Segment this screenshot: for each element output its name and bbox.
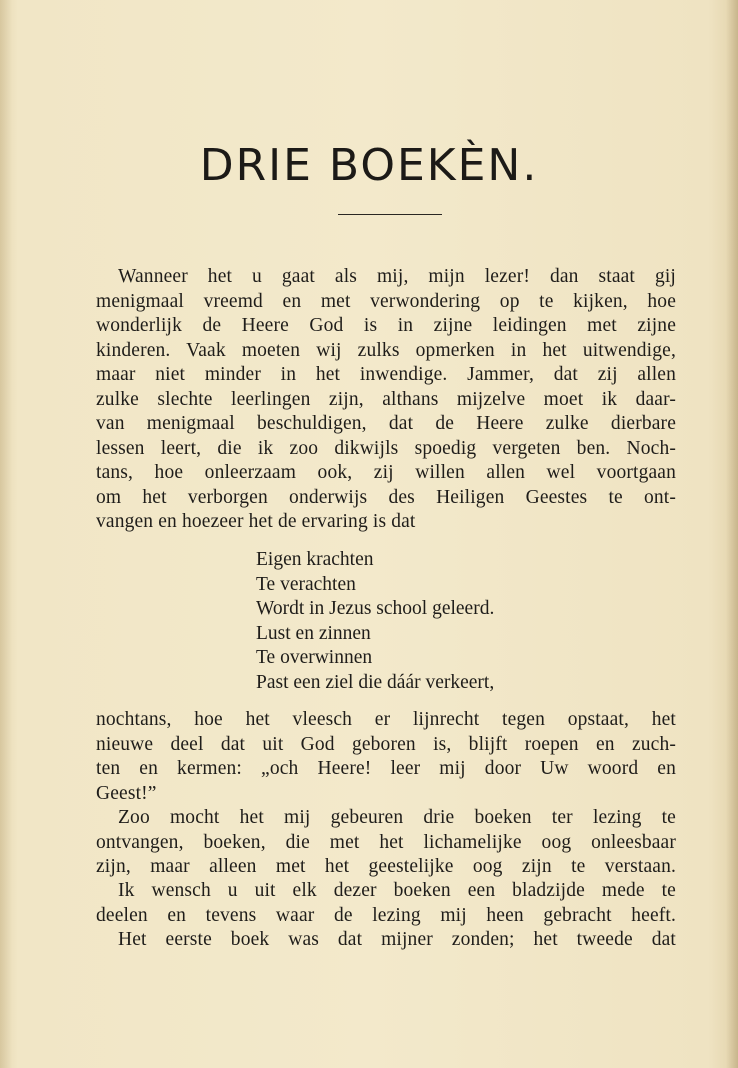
- paragraph-1: [96, 265, 676, 535]
- text-line: zulke slechte leerlingen zijn, althans mijzelve moet ik daar-: [96, 388, 676, 410]
- text-line: Zoo mocht het mij gebeuren drie boeken ter lezing te: [118, 807, 676, 828]
- title-divider: [338, 214, 442, 215]
- paragraph-2: [96, 708, 676, 806]
- text-line: nieuwe deel dat uit God geboren is, blijft roepen en zuch-: [96, 733, 676, 755]
- text-line: om het verborgen onderwijs des Heiligen Geestes te ont-: [96, 486, 676, 508]
- paragraph-5: [96, 928, 676, 953]
- text-line: nochtans, hoe het vleesch er lijnrecht tegen opstaat, het: [96, 709, 676, 730]
- poem-line: Lust en zinnen: [256, 622, 371, 644]
- text-line: van menigmaal beschuldigen, dat de Heere zulke dierbare: [96, 413, 676, 434]
- text-line: ten en kermen: „och Heere! leer mij door Uw woord en: [96, 758, 676, 779]
- chapter-title: DRIE BOEKÈN.: [199, 140, 539, 191]
- poem-line: Past een ziel die dáár verkeert,: [256, 671, 495, 693]
- text-line: zijn, maar alleen met het geestelijke oog zijn te verstaan.: [96, 856, 676, 877]
- text-line: vangen en hoezeer het de ervaring is dat: [96, 511, 416, 532]
- poem-line: Te overwinnen: [256, 647, 373, 668]
- poem-stanza: [256, 548, 494, 695]
- poem-line: Wordt in Jezus school geleerd.: [256, 598, 495, 619]
- text-line: Het eerste boek was dat mijner zonden; het tweede dat: [118, 929, 676, 950]
- text-line: ontvangen, boeken, die met het lichamelijke oog onleesbaar: [96, 831, 676, 853]
- poem-line: Te verachten: [256, 573, 356, 595]
- text-line: maar niet minder in het inwendige. Jammer, dat zij allen: [96, 364, 676, 385]
- text-line: menigmaal vreemd en met verwondering op te kijken, hoe: [96, 290, 676, 312]
- text-line: deelen en tevens waar de lezing mij heen gebracht heeft.: [96, 904, 676, 926]
- text-line: kinderen. Vaak moeten wij zulks opmerken in het uitwendige,: [96, 339, 676, 361]
- text-line: tans, hoe onleerzaam ook, zij willen allen wel voortgaan: [96, 462, 676, 483]
- text-line: wonderlijk de Heere God is in zijne leidingen met zijne: [96, 315, 676, 336]
- text-line: Geest!”: [96, 782, 157, 804]
- text-line: lessen leert, die ik zoo dikwijls spoedig vergeten ben. Noch-: [96, 437, 676, 459]
- paragraph-3: [96, 806, 676, 880]
- paragraph-4: [96, 879, 676, 928]
- text-line: Ik wensch u uit elk dezer boeken een bladzijde mede te: [118, 880, 676, 901]
- text-line: Wanneer het u gaat als mij, mijn lezer! dan staat gij: [118, 266, 676, 287]
- poem-line: Eigen krachten: [256, 549, 374, 570]
